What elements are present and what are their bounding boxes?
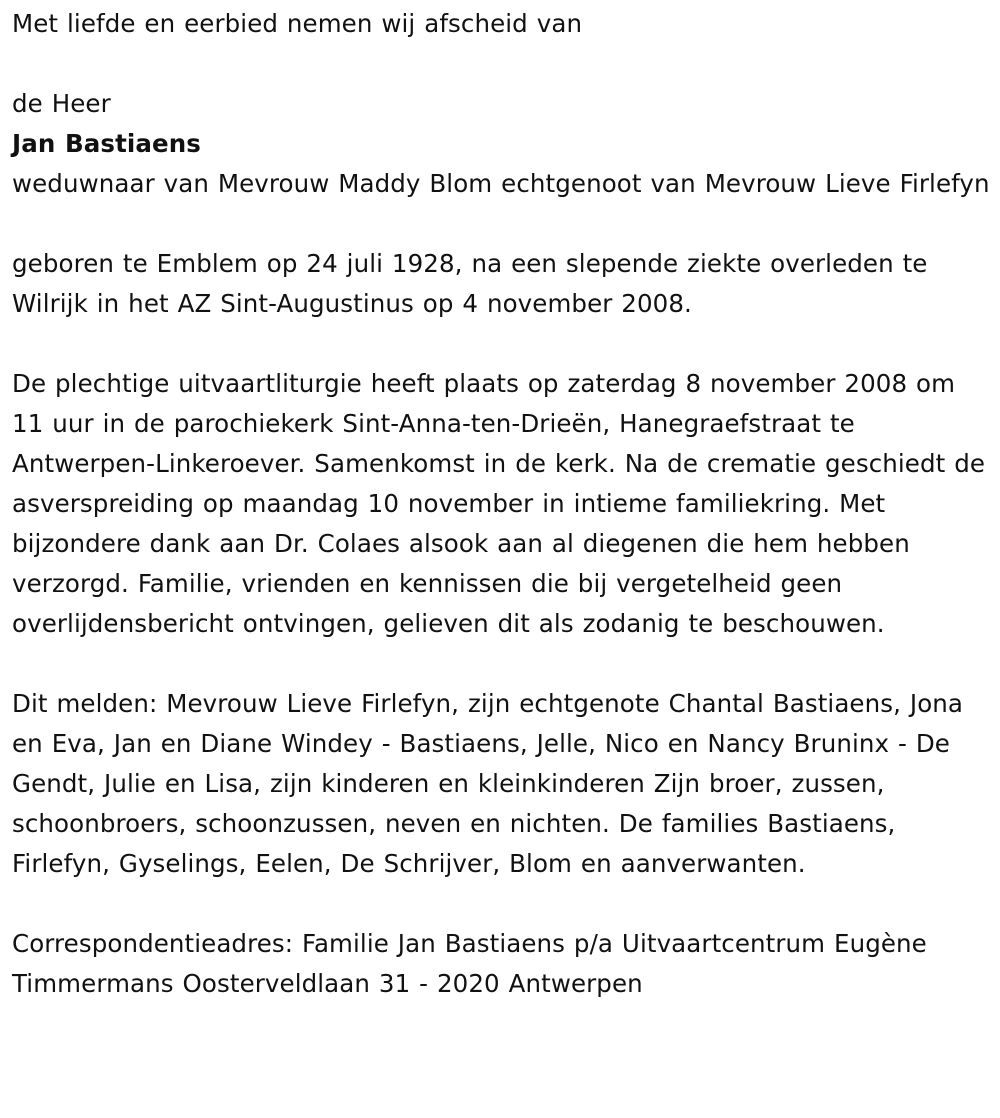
ceremony-text: De plechtige uitvaartliturgie heeft plaats op zaterdag 8 november 2008 om 11 uur in de parochiekerk Sint-Anna-ten-Drieën, Hanegraefstraat te Antwerpen-Linkeroever. Samenkomst in de kerk. Na de crematie geschiedt de asverspreiding op maandag 10 november in intieme familiekring. Met bijzondere dank aan Dr. Colaes alsook aan al diegenen die hem hebben verzorgd. Familie, vrienden en kennissen die bij vergetelheid geen overlijdensbericht ontvingen, gelieven dit als zodanig te beschouwen. [12,369,986,638]
spacer [12,644,990,684]
intro-text: Met liefde en eerbied nemen wij afscheid van [12,9,583,38]
spacer [12,324,990,364]
spacer [12,44,990,84]
announcers-text: Dit melden: Mevrouw Lieve Firlefyn, zijn echtgenote Chantal Bastiaens, Jona en Eva, Jan en Diane Windey - Bastiaens, Jelle, Nico en Nancy Bruninx - De Gendt, Julie en Lisa, zijn kinderen en kleinkinderen Zijn broer, zussen, schoonbroers, schoonzussen, neven en nichten. De families Bastiaens, Firlefyn, Gyselings, Eelen, De Schrijver, Blom en aanverwanten. [12,689,964,878]
relation-text: weduwnaar van Mevrouw Maddy Blom echtgenoot van Mevrouw Lieve Firlefyn [12,169,990,198]
honorific: de Heer [12,89,111,118]
spacer [12,884,990,924]
correspondence-address: Correspondentieadres: Familie Jan Bastiaens p/a Uitvaartcentrum Eugène Timmermans Oosterveldlaan 31 - 2020 Antwerpen [12,929,927,998]
birth-death-text: geboren te Emblem op 24 juli 1928, na een slepende ziekte overleden te Wilrijk in het AZ Sint-Augustinus op 4 november 2008. [12,249,928,318]
deceased-name: Jan Bastiaens [12,129,201,158]
spacer [12,204,990,244]
